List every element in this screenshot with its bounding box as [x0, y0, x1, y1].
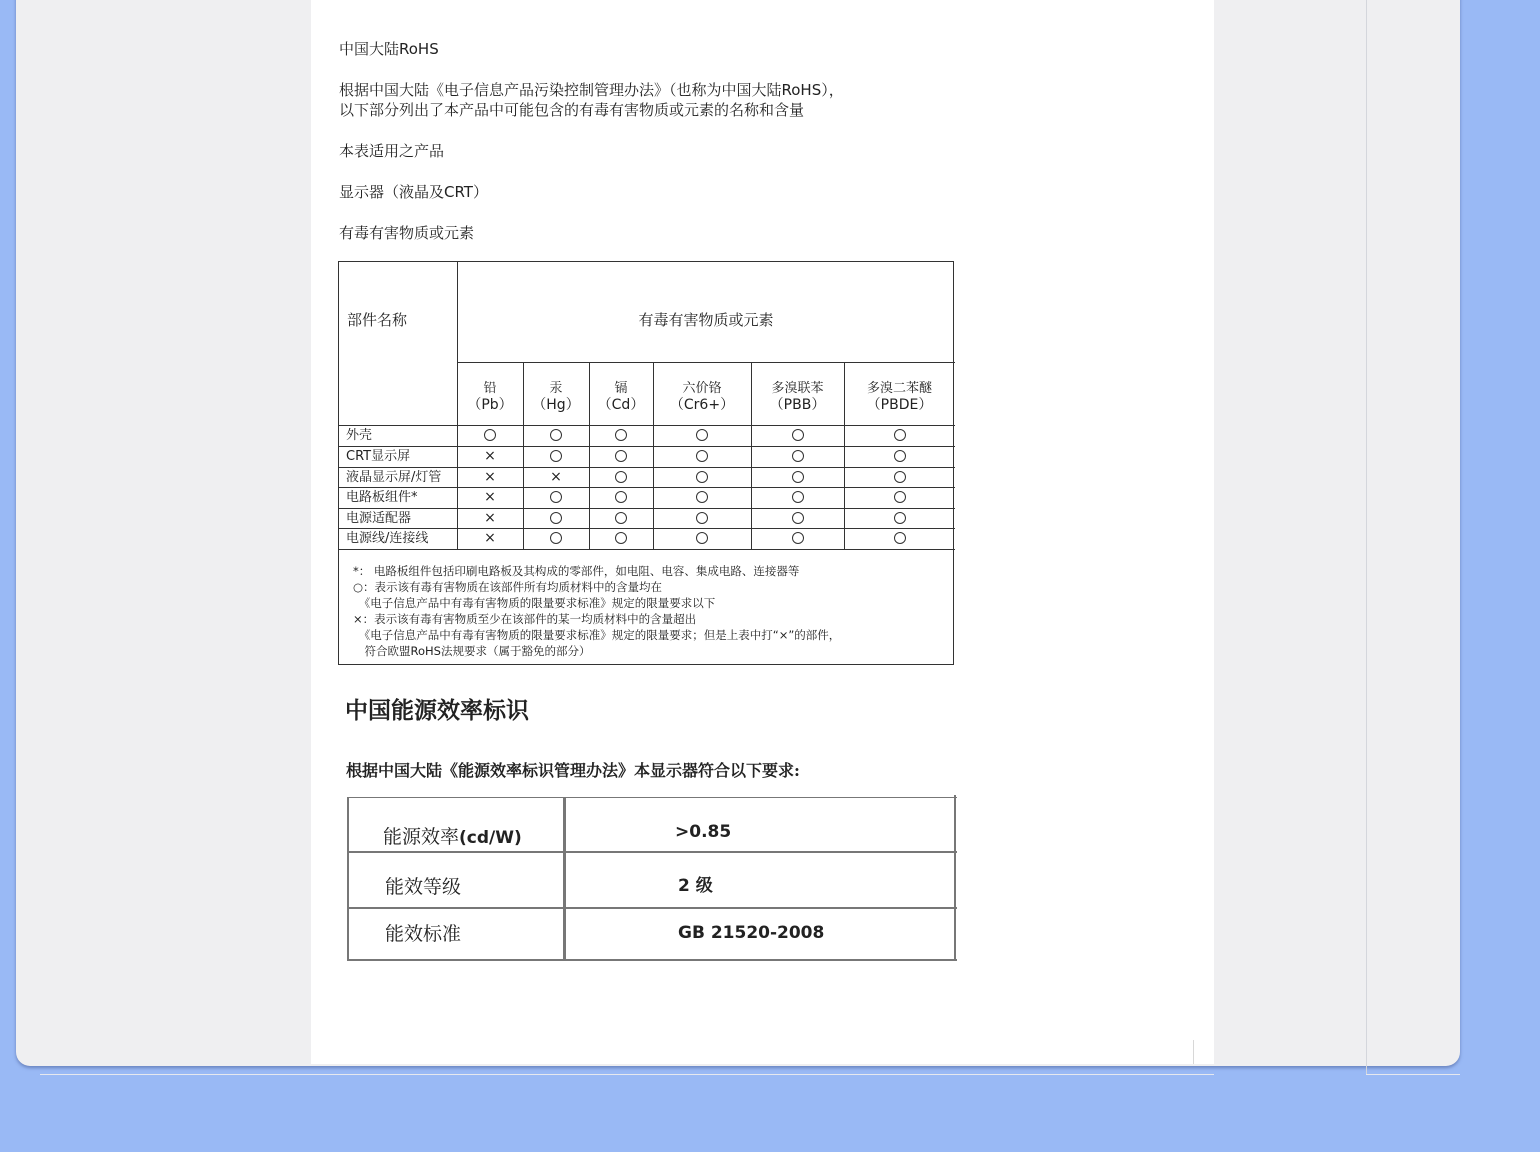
circle-mark-icon	[523, 487, 589, 507]
column-symbol: （Hg）	[532, 397, 580, 413]
circle-mark-icon	[751, 487, 844, 507]
row-part-label: 电路板组件*	[346, 490, 418, 505]
energy-heading: 中国能源效率标识	[345, 697, 529, 724]
rohs-intro-line-1: 根据中国大陆《电子信息产品污染控制管理办法》（也称为中国大陆RoHS），	[339, 81, 844, 99]
circle-mark-icon	[844, 528, 955, 548]
energy-value-standard: GB 21520-2008	[678, 923, 825, 943]
column-symbol: （PBB）	[769, 397, 826, 413]
energy-table	[347, 795, 957, 961]
row-part-label: 液晶显示屏/灯管	[346, 470, 442, 485]
circle-mark-icon	[751, 446, 844, 466]
energy-subheading: 根据中国大陆《能源效率标识管理办法》本显示器符合以下要求:	[346, 761, 800, 780]
energy-vline	[954, 795, 956, 961]
circle-mark-icon	[844, 508, 955, 528]
circle-mark-icon	[751, 508, 844, 528]
table-note-line: ○：表示该有毒有害物质在该部件所有均质材料中的含量均在	[353, 580, 663, 594]
cross-mark-icon: ×	[484, 469, 496, 485]
column-header	[653, 381, 751, 413]
column-header	[844, 381, 955, 413]
column-header	[589, 381, 653, 413]
energy-hline	[347, 797, 957, 798]
circle-mark-icon	[653, 487, 751, 507]
column-symbol: （Cr6+）	[669, 397, 735, 413]
cross-mark-icon: ×	[484, 530, 496, 546]
group-header: 有毒有害物质或元素	[638, 311, 774, 329]
cross-mark-icon: ×	[484, 448, 496, 464]
column-header	[457, 381, 523, 413]
circle-mark-icon	[653, 528, 751, 548]
circle-mark-icon	[844, 467, 955, 487]
column-header	[523, 381, 589, 413]
rohs-applies-label: 本表适用之产品	[339, 142, 445, 160]
circle-mark-icon	[589, 528, 653, 548]
energy-hline	[347, 907, 957, 909]
circle-mark-icon	[844, 425, 955, 445]
cross-mark-icon: ×	[484, 489, 496, 505]
part-header: 部件名称	[347, 311, 408, 329]
row-part-label: 电源适配器	[346, 511, 412, 526]
cross-mark-icon: ×	[550, 469, 562, 485]
column-name: 多溴联苯	[771, 381, 824, 396]
frame-bottom-line-right	[1366, 1074, 1460, 1075]
circle-mark-icon	[653, 467, 751, 487]
circle-mark-icon	[751, 528, 844, 548]
column-name: 多溴二苯醚	[866, 381, 932, 396]
row-part-label: 电源线/连接线	[346, 531, 429, 546]
table-note-line: 《电子信息产品中有毒有害物质的限量要求标准》规定的限量要求以下	[353, 596, 716, 610]
energy-value-grade: 2 级	[678, 876, 713, 896]
rohs-title: 中国大陆RoHS	[339, 40, 439, 58]
circle-mark-icon	[751, 467, 844, 487]
rohs-product: 显示器（液晶及CRT）	[339, 183, 488, 201]
energy-vline	[563, 797, 566, 961]
column-symbol: （Cd）	[597, 397, 645, 413]
circle-mark-icon	[589, 446, 653, 466]
frame-divider	[1366, 0, 1367, 1075]
circle-mark-icon	[589, 425, 653, 445]
rohs-substances-label: 有毒有害物质或元素	[339, 224, 475, 242]
circle-mark-icon	[653, 508, 751, 528]
column-symbol: （PBDE）	[866, 397, 933, 413]
column-name: 镉	[614, 381, 628, 396]
circle-mark-icon	[523, 508, 589, 528]
energy-label-efficiency	[383, 822, 522, 849]
circle-mark-icon	[589, 487, 653, 507]
row-part-label: CRT显示屏	[346, 449, 411, 464]
rohs-intro-line-2: 以下部分列出了本产品中可能包含的有毒有害物质或元素的名称和含量	[339, 101, 805, 119]
column-name: 铅	[483, 381, 497, 396]
energy-label-grade: 能效等级	[385, 876, 462, 898]
column-name: 六价铬	[682, 381, 722, 396]
table-hline	[339, 549, 955, 550]
energy-vline	[347, 797, 349, 961]
page-edge-mark	[1193, 1040, 1194, 1064]
table-note-line: 《电子信息产品中有毒有害物质的限量要求标准》规定的限量要求；但是上表中打“×”的部件，	[353, 628, 841, 642]
column-header	[751, 381, 844, 413]
table-note-line: *： 电路板组件包括印刷电路板及其构成的零部件，如电阻、电容、集成电路、连接器等	[353, 564, 800, 578]
circle-mark-icon	[457, 425, 523, 445]
energy-value-efficiency: >0.85	[675, 822, 732, 842]
column-symbol: （Pb）	[467, 397, 513, 413]
table-hline	[457, 362, 955, 363]
circle-mark-icon	[523, 446, 589, 466]
energy-label-efficiency-unit: (cd/W)	[459, 828, 522, 848]
rohs-table	[338, 261, 954, 665]
circle-mark-icon	[653, 425, 751, 445]
table-note-line: ×：表示该有毒有害物质至少在该部件的某一均质材料中的含量超出	[353, 612, 697, 626]
circle-mark-icon	[589, 467, 653, 487]
table-note-line: 符合欧盟RoHS法规要求（属于豁免的部分）	[353, 644, 591, 658]
row-part-label: 外壳	[346, 428, 373, 443]
energy-label-efficiency-text: 能源效率	[383, 826, 460, 848]
circle-mark-icon	[589, 508, 653, 528]
document-page	[311, 0, 1214, 1064]
cross-mark-icon: ×	[484, 510, 496, 526]
circle-mark-icon	[844, 487, 955, 507]
circle-mark-icon	[523, 528, 589, 548]
frame-bottom-line	[40, 1074, 1214, 1075]
circle-mark-icon	[653, 446, 751, 466]
circle-mark-icon	[751, 425, 844, 445]
energy-label-standard: 能效标准	[385, 923, 462, 945]
column-name: 汞	[549, 381, 563, 396]
energy-hline	[347, 851, 957, 853]
circle-mark-icon	[844, 446, 955, 466]
circle-mark-icon	[523, 425, 589, 445]
energy-hline	[347, 959, 957, 961]
